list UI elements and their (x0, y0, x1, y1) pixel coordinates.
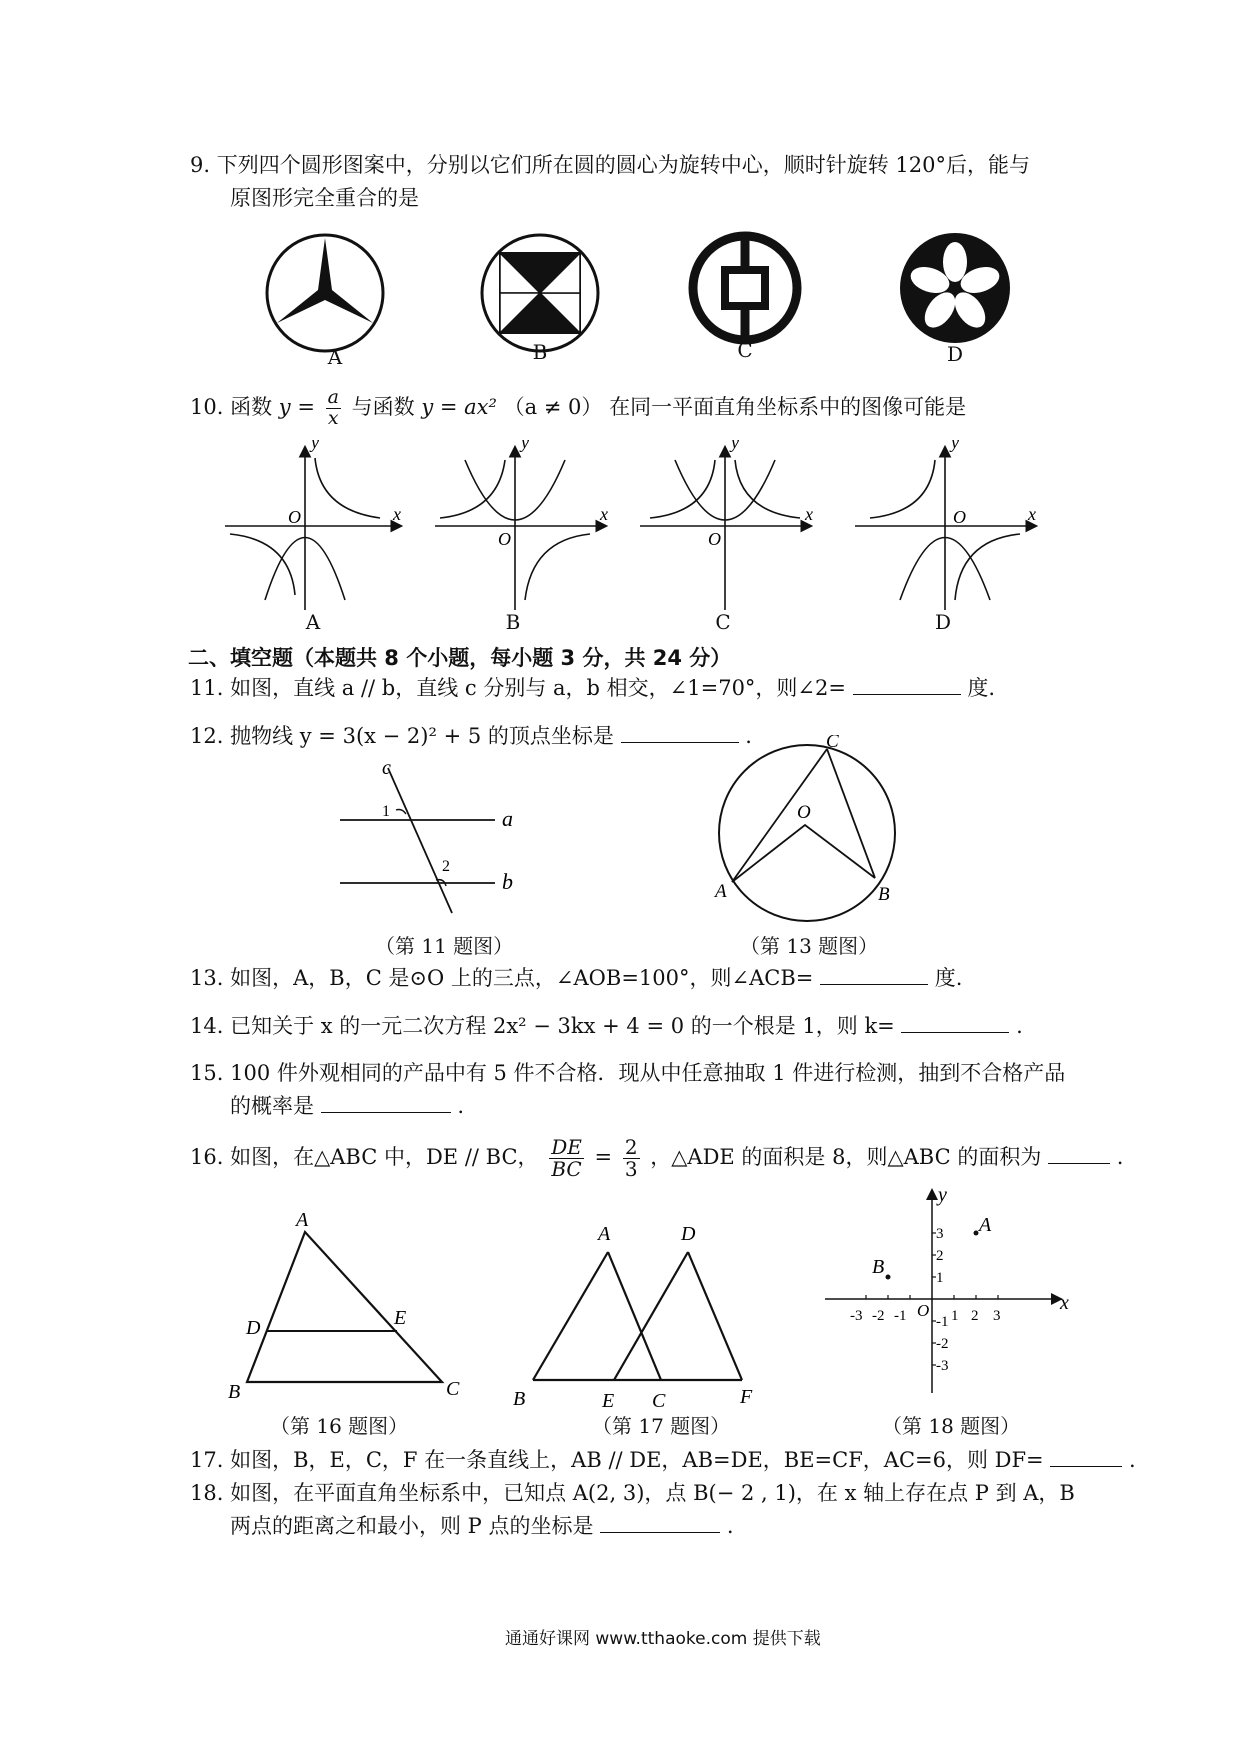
q15-answer-blank[interactable] (321, 1090, 451, 1113)
fig13-label-o: O (797, 802, 811, 823)
q17-line (190, 1444, 1136, 1475)
q13-line (190, 962, 962, 993)
q10-mid: 与函数 (351, 394, 415, 419)
fig18-xtick-3: 3 (993, 1308, 1001, 1324)
fig18-point-b: B (872, 1256, 885, 1278)
q17-suffix: . (1129, 1448, 1136, 1472)
fig11-label-c: c (382, 758, 391, 779)
q10-graphs (220, 440, 1080, 615)
q10-pre: 函数 (230, 394, 273, 419)
q10-func1-lhs: y = (278, 394, 315, 419)
q10-a-origin: O (288, 507, 301, 527)
q10-graph-c (640, 440, 813, 610)
q14-answer-blank[interactable] (901, 1010, 1009, 1033)
fig18-xtick-neg1: -1 (894, 1308, 907, 1324)
fig11-label-a: a (502, 806, 513, 831)
fig18-point-a: A (979, 1214, 992, 1236)
fig18-xtick-2: 2 (971, 1308, 979, 1324)
fig13-label-a: A (715, 881, 727, 902)
q14-line (190, 1010, 1023, 1041)
fig18-xtick-neg3: -3 (850, 1308, 863, 1324)
fig13-label-c: C (826, 735, 839, 752)
q10-d-origin: O (953, 507, 966, 527)
q16-frac1-num: DE (551, 1135, 582, 1159)
q10-c-x-label: x (805, 504, 813, 524)
q9-line2 (230, 183, 419, 213)
q16-answer-blank[interactable] (1048, 1141, 1110, 1164)
q10-b-x-label: x (600, 504, 608, 524)
q14-suffix: . (1016, 1014, 1023, 1038)
fig11-angle-2: 2 (442, 858, 450, 875)
q11-line (190, 672, 995, 703)
q10-c-origin: O (708, 529, 721, 549)
q14-number: 14. (190, 1014, 224, 1038)
q10-post: 在同一平面直角坐标系中的图像可能是 (609, 394, 967, 419)
q12-line (190, 720, 752, 751)
q9-text-2: 原图形完全重合的是 (230, 186, 419, 210)
fig11-diagram (330, 758, 530, 918)
q10-func1-numerator: a (327, 386, 339, 408)
q18-number: 18. (190, 1481, 224, 1505)
q13-text: 如图，A，B，C 是⊙O 上的三点，∠AOB=100°，则∠ACB= (230, 966, 814, 990)
q17-answer-blank[interactable] (1050, 1444, 1122, 1467)
fig17-label-b: B (513, 1388, 526, 1410)
fig17-label-a: A (598, 1223, 611, 1245)
q10-a-x-label: x (393, 504, 401, 524)
q16-frac1-den: BC (551, 1157, 582, 1181)
q10-option-b: B (505, 610, 521, 634)
q16-number: 16. (190, 1145, 224, 1169)
fig16-label-c: C (446, 1378, 460, 1400)
q18-text-1: 如图，在平面直角坐标系中，已知点 A(2, 3)，点 B(− 2 , 1)，在 x 轴上存在点 P 到 A，B (230, 1481, 1075, 1505)
q9-figures (255, 228, 1015, 368)
q16-line (190, 1132, 1123, 1182)
q16-fraction-de-bc (549, 1137, 584, 1180)
q9-figure-b (482, 235, 598, 351)
fig18-x-label: x (1060, 1292, 1069, 1314)
q17-text: 如图，B，E，C，F 在一条直线上，AB // DE，AB=DE，BE=CF，AC=6，则 DF= (230, 1448, 1044, 1472)
fig11-angle-1: 1 (382, 803, 390, 820)
q16-suffix: . (1116, 1145, 1124, 1169)
q10-b-y-label: y (521, 440, 529, 452)
fig13-caption: （第 13 题图） (740, 934, 879, 958)
q9-number: 9. (190, 153, 211, 177)
fig16-label-b: B (228, 1381, 241, 1403)
fig18-ytick-neg3: -3 (936, 1358, 949, 1374)
q9-option-b: B (532, 340, 548, 364)
fig17-caption: （第 17 题图） (592, 1414, 731, 1438)
fig16-label-e: E (394, 1307, 407, 1329)
fig18-xtick-neg2: -2 (872, 1308, 885, 1324)
q16-eq: = (594, 1145, 613, 1169)
q10-d-y-label: y (951, 440, 959, 452)
q18-line1 (190, 1478, 1075, 1508)
q10-func1-fraction (326, 388, 341, 429)
fig18-xtick-1: 1 (951, 1308, 959, 1324)
fig11-caption: （第 11 题图） (375, 934, 514, 958)
q18-suffix: . (726, 1514, 734, 1538)
q13-number: 13. (190, 966, 224, 990)
fig18-caption: （第 18 题图） (882, 1414, 1021, 1438)
fig17-label-c: C (652, 1390, 666, 1410)
q10-func2: y = ax² (421, 394, 497, 419)
fig18-ytick-neg2: -2 (936, 1336, 949, 1352)
fig18-ytick-1: 1 (936, 1270, 944, 1286)
fig17-label-f: F (740, 1386, 753, 1408)
q9-figure-d (900, 233, 1010, 343)
fig16-diagram (222, 1210, 472, 1405)
q10-graph-b (435, 440, 608, 610)
fig13-label-b: B (878, 884, 890, 905)
q11-answer-blank[interactable] (853, 672, 961, 695)
q16-frac2-den: 3 (624, 1157, 638, 1181)
q9-figure-c (693, 236, 797, 340)
q9-text-1: 下列四个圆形图案中，分别以它们所在圆的圆心为旋转中心，顺时针旋转 120°后，能与 (216, 153, 1030, 177)
q10-func1-denominator: x (327, 406, 339, 429)
q15-line1 (190, 1058, 1065, 1088)
q9-line1 (190, 150, 1030, 180)
fig13-diagram (705, 735, 915, 925)
fig17-diagram (508, 1220, 778, 1410)
q13-answer-blank[interactable] (820, 962, 928, 985)
section2-title: 二、填空题（本题共 8 个小题，每小题 3 分，共 24 分） (188, 646, 732, 670)
q10-graph-a (225, 440, 401, 610)
q16-fraction-2-3 (623, 1137, 640, 1180)
q9-option-a: A (327, 345, 343, 369)
q18-text-2: 两点的距离之和最小，则 P 点的坐标是 (230, 1514, 594, 1538)
q10-b-origin: O (498, 529, 511, 549)
q10-a-y-label: y (311, 440, 319, 452)
q11-number: 11. (190, 676, 224, 700)
q15-line2 (230, 1090, 464, 1121)
q14-text: 已知关于 x 的一元二次方程 2x² − 3kx + 4 = 0 的一个根是 1，则 k= (230, 1014, 895, 1038)
q10-graph-d (855, 440, 1036, 610)
fig11-label-b: b (502, 869, 513, 894)
q17-number: 17. (190, 1448, 224, 1472)
q18-answer-blank[interactable] (600, 1510, 720, 1533)
q10-line (190, 388, 966, 429)
q10-option-c: C (715, 610, 731, 634)
q15-text-2: 的概率是 (230, 1094, 314, 1118)
q15-number: 15. (190, 1061, 224, 1085)
q12-suffix: . (745, 724, 752, 748)
q10-number: 10. (190, 394, 224, 419)
q12-text: 抛物线 y = 3(x − 2)² + 5 的顶点坐标是 (230, 724, 614, 748)
q18-line2 (230, 1510, 734, 1541)
q16-frac2-num: 2 (624, 1135, 638, 1159)
q13-suffix: 度. (934, 966, 963, 990)
q11-text: 如图，直线 a // b，直线 c 分别与 a，b 相交，∠1=70°，则∠2= (230, 676, 846, 700)
q10-option-d: D (934, 610, 952, 634)
q11-suffix: 度. (967, 676, 996, 700)
fig17-label-e: E (602, 1390, 615, 1410)
q15-text-1: 100 件外观相同的产品中有 5 件不合格．现从中任意抽取 1 件进行检测，抽到不合格产品 (230, 1061, 1066, 1085)
q10-c-y-label: y (731, 440, 739, 452)
fig18-y-label: y (938, 1185, 947, 1206)
fig16-label-d: D (246, 1317, 261, 1339)
q12-number: 12. (190, 724, 224, 748)
fig16-caption: （第 16 题图） (270, 1414, 409, 1438)
page-footer: 通通好课网 www.tthaoke.com 提供下载 (505, 1629, 821, 1649)
fig18-ytick-neg1: -1 (936, 1314, 949, 1330)
q10-d-x-label: x (1028, 504, 1036, 524)
q9-figure-a (267, 235, 383, 351)
q10-cond: （a ≠ 0） (503, 394, 603, 419)
fig18-ytick-2: 2 (936, 1248, 944, 1264)
q9-option-c: C (737, 338, 753, 362)
q15-suffix: . (457, 1094, 465, 1118)
q16-post: ，△ADE 的面积是 8，则△ABC 的面积为 (650, 1145, 1042, 1169)
q16-pre: 如图，在△ABC 中，DE // BC， (230, 1145, 539, 1169)
fig16-label-a: A (296, 1210, 309, 1231)
fig18-ytick-3: 3 (936, 1226, 944, 1242)
fig17-label-d: D (681, 1223, 696, 1245)
fig18-diagram (820, 1185, 1080, 1400)
fig18-origin: O (917, 1301, 930, 1320)
q10-option-a: A (305, 610, 321, 634)
q9-option-d: D (946, 342, 964, 366)
